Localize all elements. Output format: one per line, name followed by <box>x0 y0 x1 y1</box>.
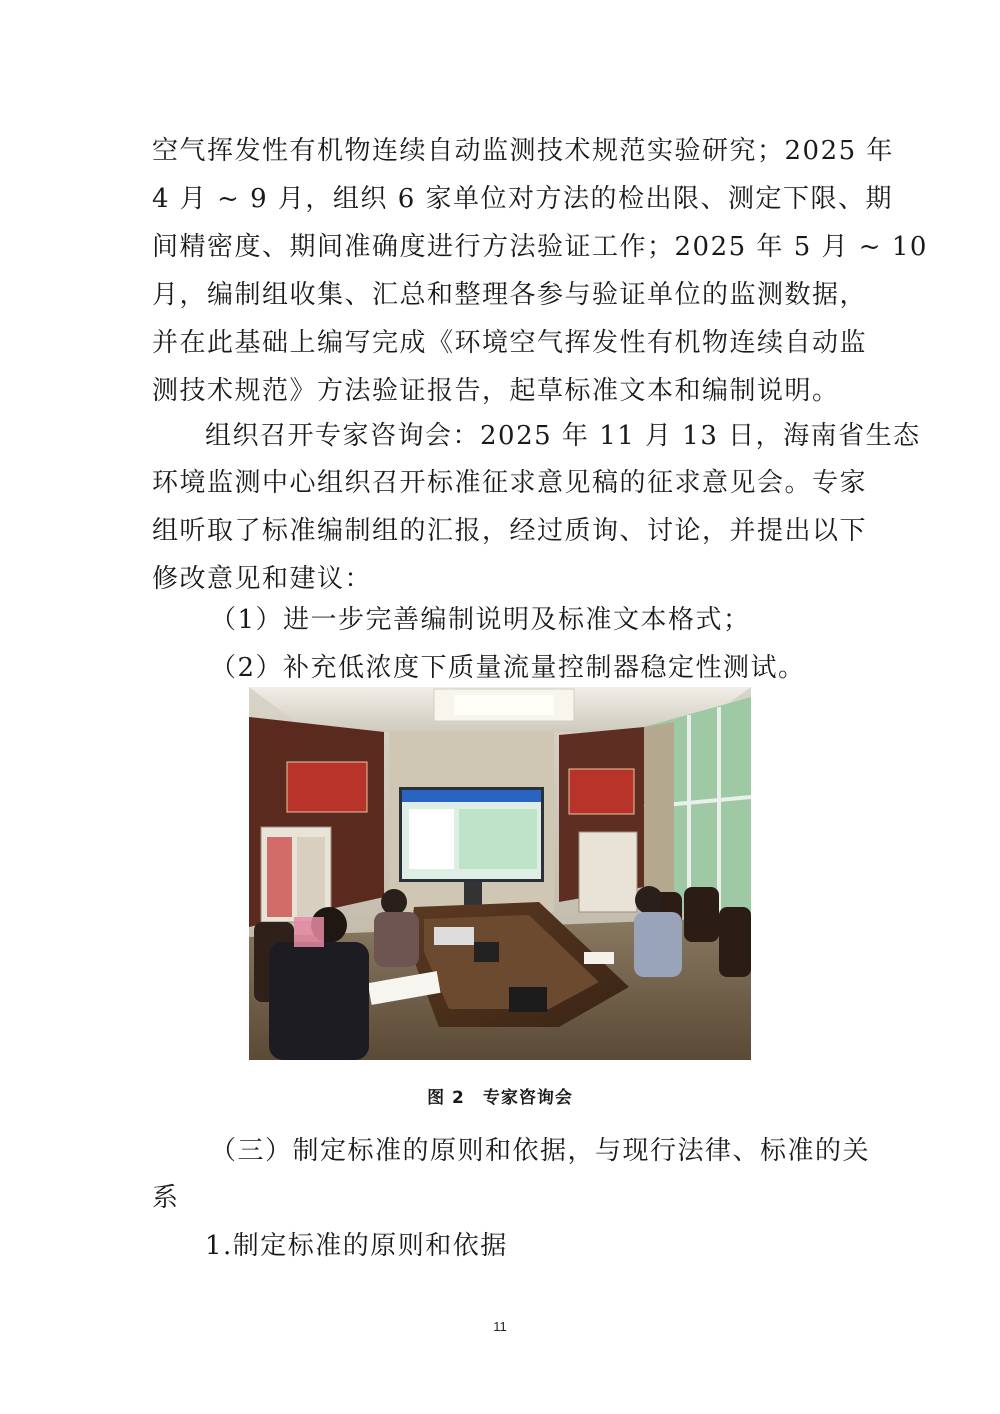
figure-caption: 图 2 专家咨询会 <box>427 1088 573 1108</box>
paragraph-line: 修改意见和建议： <box>152 564 373 594</box>
paragraph-line: 4 月 ~ 9 月，组织 6 家单位对方法的检出限、测定下限、期 <box>152 184 893 214</box>
section-heading: （三）制定标准的原则和依据，与现行法律、标准的关 <box>210 1136 871 1166</box>
page-number: 11 <box>493 1319 507 1334</box>
list-item: （1）进一步完善编制说明及标准文本格式； <box>210 605 751 635</box>
meeting-photo <box>249 687 751 1060</box>
paragraph-line: 组听取了标准编制组的汇报，经过质询、讨论，并提出以下 <box>152 516 868 546</box>
paragraph-line: 空气挥发性有机物连续自动监测技术规范实验研究；2025 年 <box>152 136 894 166</box>
paragraph-line: 组织召开专家咨询会：2025 年 11 月 13 日，海南省生态 <box>205 421 921 451</box>
paragraph-line: 月，编制组收集、汇总和整理各参与验证单位的监测数据， <box>152 280 868 310</box>
paragraph-line: 测技术规范》方法验证报告，起草标准文本和编制说明。 <box>152 376 840 406</box>
paragraph-line: 间精密度、期间准确度进行方法验证工作；2025 年 5 月 ~ 10 <box>152 232 928 262</box>
subheading: 1.制定标准的原则和依据 <box>205 1231 508 1261</box>
list-item: （2）补充低浓度下质量流量控制器稳定性测试。 <box>210 653 806 683</box>
section-heading-continued: 系 <box>152 1183 180 1213</box>
paragraph-line: 并在此基础上编写完成《环境空气挥发性有机物连续自动监 <box>152 328 868 358</box>
paragraph-line: 环境监测中心组织召开标准征求意见稿的征求意见会。专家 <box>152 468 868 498</box>
